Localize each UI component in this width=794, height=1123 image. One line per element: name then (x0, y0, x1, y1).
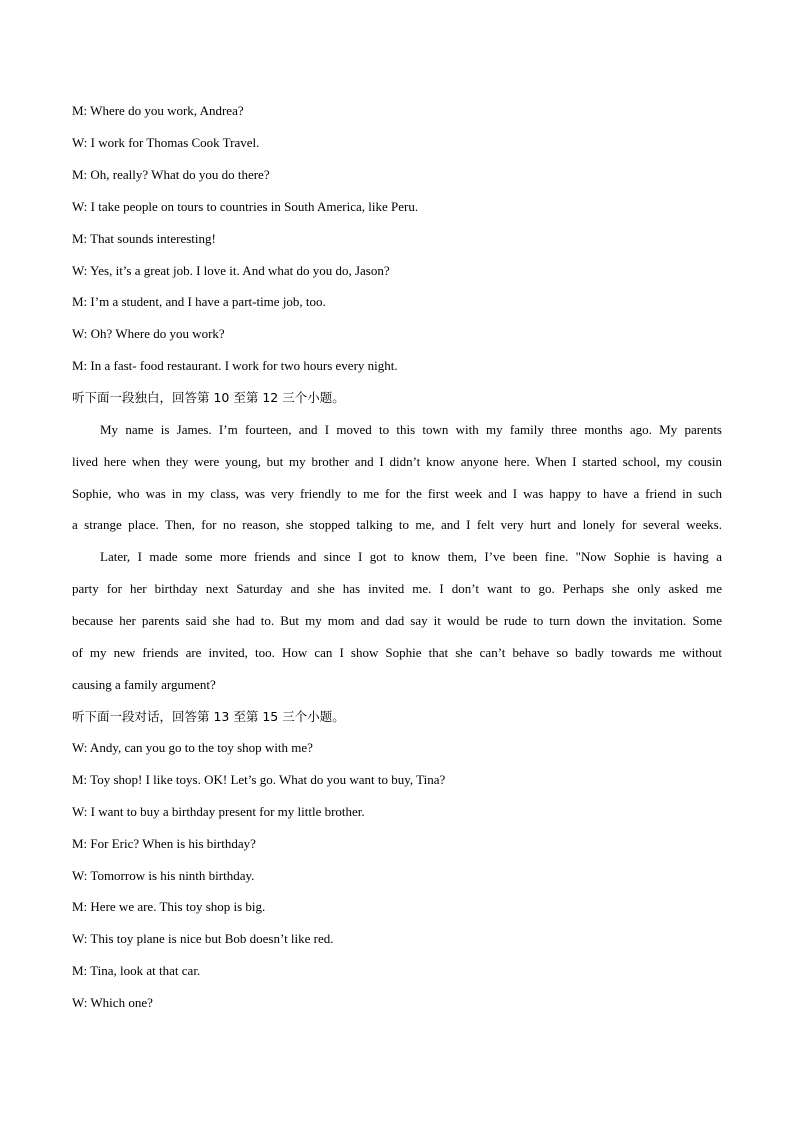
paragraph-line: of my new friends are invited, too. How can I show Sophie that she can’t behave so badly towards me without (72, 645, 722, 660)
paragraph-line: a strange place. Then, for no reason, she stopped talking to me, and I felt very hurt and lonely for several weeks. (72, 517, 722, 532)
dialogue-line: W: Andy, can you go to the toy shop with me? (72, 740, 313, 755)
paragraph-line: My name is James. I’m fourteen, and I moved to this town with my family three months ago. My parents (100, 422, 722, 437)
dialogue-line: W: Tomorrow is his ninth birthday. (72, 868, 255, 883)
dialogue-line: M: Tina, look at that car. (72, 963, 201, 978)
dialogue-line: M: In a fast- food restaurant. I work for two hours every night. (72, 358, 398, 373)
dialogue-line: W: I work for Thomas Cook Travel. (72, 135, 260, 150)
dialogue-line: W: Yes, it’s a great job. I love it. And what do you do, Jason? (72, 263, 390, 278)
dialogue-line: W: I want to buy a birthday present for my little brother. (72, 804, 365, 819)
dialogue-line: W: This toy plane is nice but Bob doesn’t like red. (72, 931, 334, 946)
section-heading: 听下面一段独白，回答第 10 至第 12 三个小题。 (72, 390, 345, 405)
paragraph-line: because her parents said she had to. But my mom and dad say it would be rude to turn down the invitation. Some (72, 613, 722, 628)
dialogue-line: M: That sounds interesting! (72, 231, 216, 246)
dialogue-line: W: I take people on tours to countries in South America, like Peru. (72, 199, 419, 214)
dialogue-line: M: For Eric? When is his birthday? (72, 836, 256, 851)
dialogue-line: M: Oh, really? What do you do there? (72, 167, 270, 182)
dialogue-line: M: Where do you work, Andrea? (72, 103, 244, 118)
dialogue-line: W: Oh? Where do you work? (72, 326, 225, 341)
paragraph-line: party for her birthday next Saturday and she has invited me. I don’t want to go. Perhaps she only asked me (72, 581, 722, 596)
dialogue-line: M: Toy shop! I like toys. OK! Let’s go. What do you want to buy, Tina? (72, 772, 446, 787)
paragraph-line: Sophie, who was in my class, was very friendly to me for the first week and I was happy to have a friend in such (72, 486, 722, 501)
dialogue-line: M: Here we are. This toy shop is big. (72, 899, 266, 914)
paragraph-line: causing a family argument? (72, 677, 216, 692)
dialogue-line: M: I’m a student, and I have a part-time job, too. (72, 294, 326, 309)
paragraph-line: Later, I made some more friends and since I got to know them, I’ve been fine. "Now Sophie is having a (100, 549, 722, 564)
dialogue-line: W: Which one? (72, 995, 153, 1010)
paragraph-line: lived here when they were young, but my brother and I didn’t know anyone here. When I started school, my cousin (72, 454, 722, 469)
section-heading: 听下面一段对话，回答第 13 至第 15 三个小题。 (72, 709, 345, 724)
